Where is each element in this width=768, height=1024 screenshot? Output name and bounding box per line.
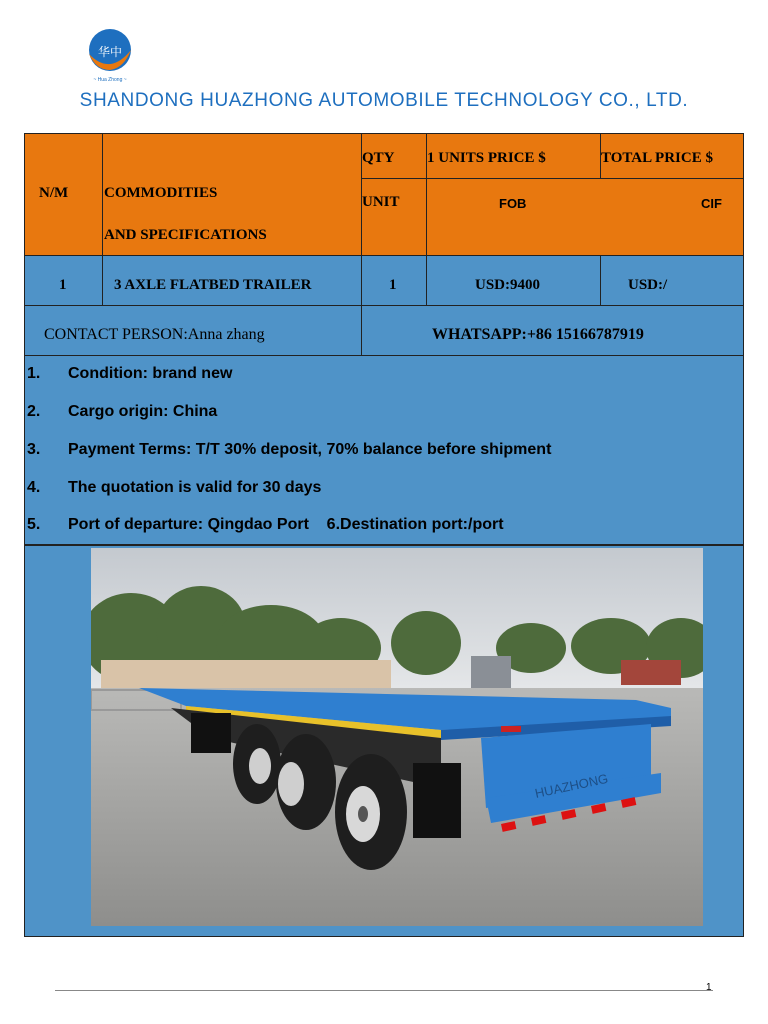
logo-text: 华中 [97, 45, 123, 59]
whatsapp-cell [361, 305, 744, 356]
company-logo [84, 28, 136, 84]
header-unit-price: 1 UNITS PRICE $ [427, 150, 546, 166]
header-cif: CIF [701, 196, 722, 211]
row-qty-cell [361, 255, 427, 306]
mud-flap [413, 763, 461, 838]
trailer-photo [91, 548, 703, 926]
tool-box [191, 713, 231, 753]
header-qty: QTY [362, 150, 395, 166]
row-total-price-cell [600, 255, 744, 306]
background-truck [621, 660, 681, 685]
header-nm-cell [24, 133, 103, 256]
terms-list [24, 355, 744, 545]
row-commodity: 3 AXLE FLATBED TRAILER [114, 277, 312, 293]
contact-person: CONTACT PERSON:Anna zhang [44, 326, 265, 343]
term-number: 1. [27, 365, 41, 382]
header-total-price: TOTAL PRICE $ [601, 150, 713, 166]
term-number: 4. [27, 479, 41, 496]
row-unit-price: USD:9400 [475, 277, 541, 293]
term-number: 2. [27, 403, 41, 420]
whatsapp-number: WHATSAPP:+86 15166787919 [432, 326, 644, 343]
trailer-brand-text: HUAZHONG [533, 770, 610, 801]
term-text: Cargo origin: China [68, 403, 218, 420]
header-specifications: AND SPECIFICATIONS [104, 227, 267, 243]
term-text: The quotation is valid for 30 days [68, 479, 322, 496]
row-total-price: USD:/ [628, 277, 668, 293]
header-total-price-cell [600, 133, 744, 179]
background-truck [471, 656, 511, 688]
term-number: 5. [27, 516, 41, 533]
term-text: Condition: brand new [68, 365, 233, 382]
header-qty-cell [361, 133, 427, 179]
footer-divider [55, 990, 713, 991]
header-commodities: COMMODITIES [104, 185, 218, 201]
header-fob: FOB [499, 196, 527, 211]
logo-caption: ~ Hua Zhong ~ [93, 77, 127, 83]
page-number: 1 [706, 982, 712, 993]
row-unit-price-cell [426, 255, 601, 306]
term-text: Payment Terms: T/T 30% deposit, 70% balance before shipment [68, 441, 552, 458]
background-building [101, 660, 391, 688]
row-qty: 1 [389, 277, 397, 293]
header-nm: N/M [39, 185, 69, 201]
header-unit: UNIT [362, 194, 400, 210]
product-photo-cell [24, 545, 744, 937]
header-unit-price-cell [426, 133, 601, 179]
contact-cell [24, 305, 362, 356]
header-incoterms-cell [426, 178, 744, 256]
term-text: Port of departure: Qingdao Port 6.Destination port:/port [68, 516, 504, 533]
company-name: SHANDONG HUAZHONG AUTOMOBILE TECHNOLOGY CO., LTD. [79, 90, 689, 111]
header-commodities-cell [102, 133, 362, 256]
row-nm: 1 [59, 277, 67, 293]
reflector [501, 726, 521, 732]
term-number: 3. [27, 441, 41, 458]
header-unit-cell [361, 178, 427, 256]
row-nm-cell [24, 255, 103, 306]
row-commodity-cell [102, 255, 362, 306]
